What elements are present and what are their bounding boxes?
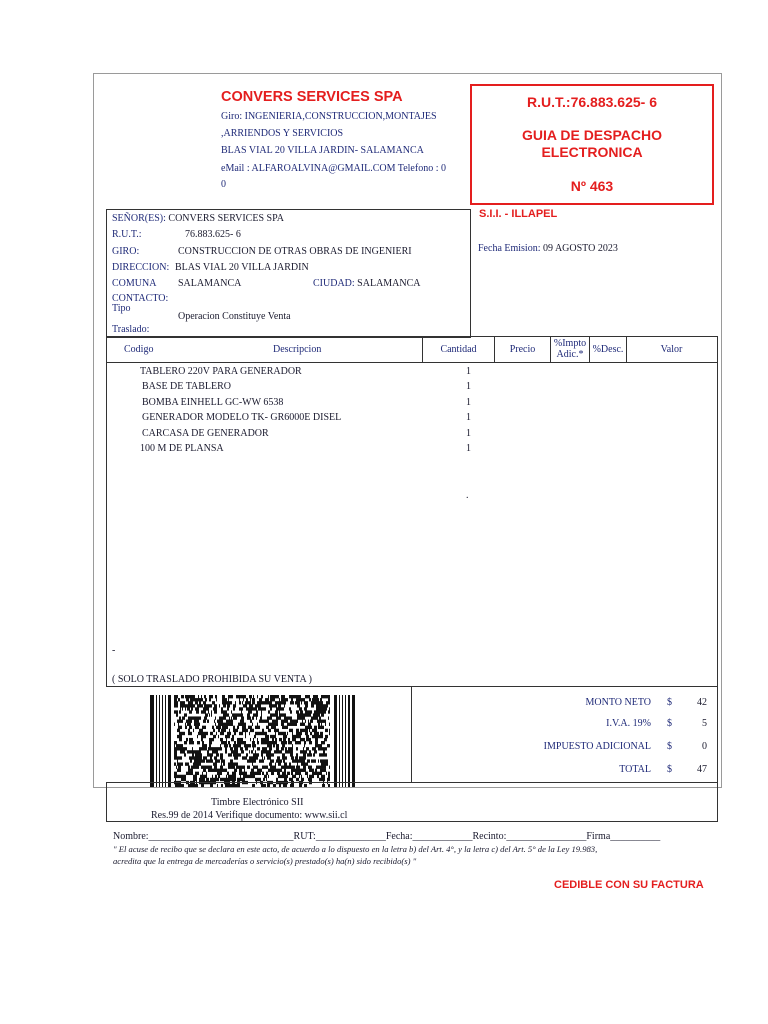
cedible-label: CEDIBLE CON SU FACTURA — [554, 879, 704, 891]
totals-impuesto-label: IMPUESTO ADICIONAL — [543, 741, 651, 752]
totals-neto-label: MONTO NETO — [585, 697, 651, 708]
totals-iva-value: 5 — [702, 718, 707, 729]
client-senores-row — [112, 213, 284, 224]
col-impto — [551, 337, 590, 362]
item-row-6-qty: 1 — [466, 443, 471, 454]
col-cantidad: Cantidad — [423, 337, 495, 362]
issue-date — [478, 243, 618, 254]
totals-impuesto-value: 0 — [702, 741, 707, 752]
items-table-header — [106, 336, 718, 363]
issuer-name: CONVERS SERVICES SPA — [221, 89, 403, 105]
receipt-legal-line1: " El acuse de recibo que se declara en este acto, de acuerdo a lo dispuesto en la letra b) del Art. 4°, y la letra c) del Art. 5° de la Ley 19.983, — [113, 844, 598, 854]
item-row-5-qty: 1 — [466, 428, 471, 439]
item-row-3-qty: 1 — [466, 397, 471, 408]
totals-box — [411, 686, 718, 783]
client-senores: CONVERS SERVICES SPA — [168, 213, 284, 224]
body-dot-mark: . — [466, 490, 469, 501]
totals-total-value: 47 — [697, 764, 707, 775]
issuer-address: BLAS VIAL 20 VILLA JARDIN- SALAMANCA — [221, 145, 424, 156]
rut-number: R.U.T.:76.883.625- 6 — [527, 94, 657, 110]
client-senores-label: SEÑOR(ES): — [112, 213, 166, 224]
col-impto-line2: Adic.* — [556, 349, 584, 360]
client-rut: 76.883.625- 6 — [185, 229, 241, 240]
col-valor: Valor — [660, 344, 683, 355]
client-comuna-label: COMUNA — [112, 278, 157, 289]
doc-type-line2: ELECTRONICA — [541, 144, 643, 160]
doc-type-line1: GUIA DE DESPACHO — [521, 127, 662, 143]
col-desc: %Desc. — [590, 337, 627, 362]
totals-total-currency: $ — [667, 764, 672, 775]
client-giro-label: GIRO: — [112, 246, 140, 257]
client-ciudad: SALAMANCA — [357, 278, 421, 289]
totals-neto-value: 42 — [697, 697, 707, 708]
rut-box — [470, 84, 714, 205]
item-row-4-desc: GENERADOR MODELO TK- GR6000E DISEL — [142, 412, 342, 423]
client-rut-label: R.U.T.: — [112, 229, 142, 240]
stamp-line1: Timbre Electrónico SII — [211, 797, 304, 808]
issue-date-value: 09 AGOSTO 2023 — [543, 243, 618, 254]
col-codigo-desc-wrap — [107, 337, 423, 362]
col-codigo: Codigo — [124, 344, 154, 355]
item-row-2-desc: BASE DE TABLERO — [142, 381, 232, 392]
client-giro: CONSTRUCCION DE OTRAS OBRAS DE INGENIERI — [178, 246, 412, 257]
receipt-legal-line2: acredita que la entrega de mercaderías o servicio(s) prestado(s) ha(n) sido recibido(s) " — [113, 856, 417, 866]
totals-total-label: TOTAL — [619, 764, 651, 775]
client-comuna: SALAMANCA — [178, 278, 242, 289]
issuer-giro-line1: Giro: INGENIERIA,CONSTRUCCION,MONTAJES — [221, 111, 437, 122]
client-tipo-label: Tipo — [112, 303, 131, 314]
client-direccion: BLAS VIAL 20 VILLA JARDIN — [175, 262, 309, 273]
transfer-note: ( SOLO TRASLADO PROHIBIDA SU VENTA ) — [112, 674, 312, 685]
client-tipo: Operacion Constituye Venta — [178, 311, 291, 322]
item-row-5-desc: CARCASA DE GENERADOR — [142, 428, 269, 439]
item-row-1-qty: 1 — [466, 366, 471, 377]
item-row-3-desc: BOMBA EINHELL GC-WW 6538 — [142, 397, 284, 408]
col-precio: Precio — [495, 337, 551, 362]
col-impto-line1: %Impto — [553, 338, 587, 349]
items-table-body — [106, 361, 718, 687]
client-ciudad-row — [313, 278, 421, 289]
receipt-fields: Nombre:_____________________________RUT:______________Fecha:____________Recinto:________________Firma__________ — [113, 831, 661, 842]
totals-iva-label: I.V.A. 19% — [606, 718, 651, 729]
totals-neto-currency: $ — [667, 697, 672, 708]
pdf417-barcode — [150, 695, 355, 787]
issue-date-label: Fecha Emision: — [478, 243, 541, 254]
client-ciudad-label: CIUDAD: — [313, 278, 355, 289]
body-dash-mark: - — [112, 645, 116, 656]
totals-iva-currency: $ — [667, 718, 672, 729]
totals-impuesto-currency: $ — [667, 741, 672, 752]
stamp-line2: Res.99 de 2014 Verifique documento: www.sii.cl — [151, 810, 348, 821]
issuer-email: eMail : ALFAROALVINA@GMAIL.COM Telefono : 0 — [221, 163, 446, 174]
client-traslado-label: Traslado: — [112, 324, 150, 335]
item-row-1-desc: TABLERO 220V PARA GENERADOR — [140, 366, 302, 377]
client-contacto-label: CONTACTO: — [112, 293, 169, 304]
sii-office: S.I.I. - ILLAPEL — [479, 208, 558, 220]
issuer-phone-cont: 0 — [221, 179, 226, 190]
item-row-4-qty: 1 — [466, 412, 471, 423]
item-row-2-qty: 1 — [466, 381, 471, 392]
issuer-giro-line2: ,ARRIENDOS Y SERVICIOS — [221, 128, 344, 139]
item-row-6-desc: 100 M DE PLANSA — [140, 443, 224, 454]
col-descripcion: Descripcion — [273, 344, 322, 355]
client-direccion-label: DIRECCION: — [112, 262, 170, 273]
doc-number: Nº 463 — [570, 178, 614, 194]
